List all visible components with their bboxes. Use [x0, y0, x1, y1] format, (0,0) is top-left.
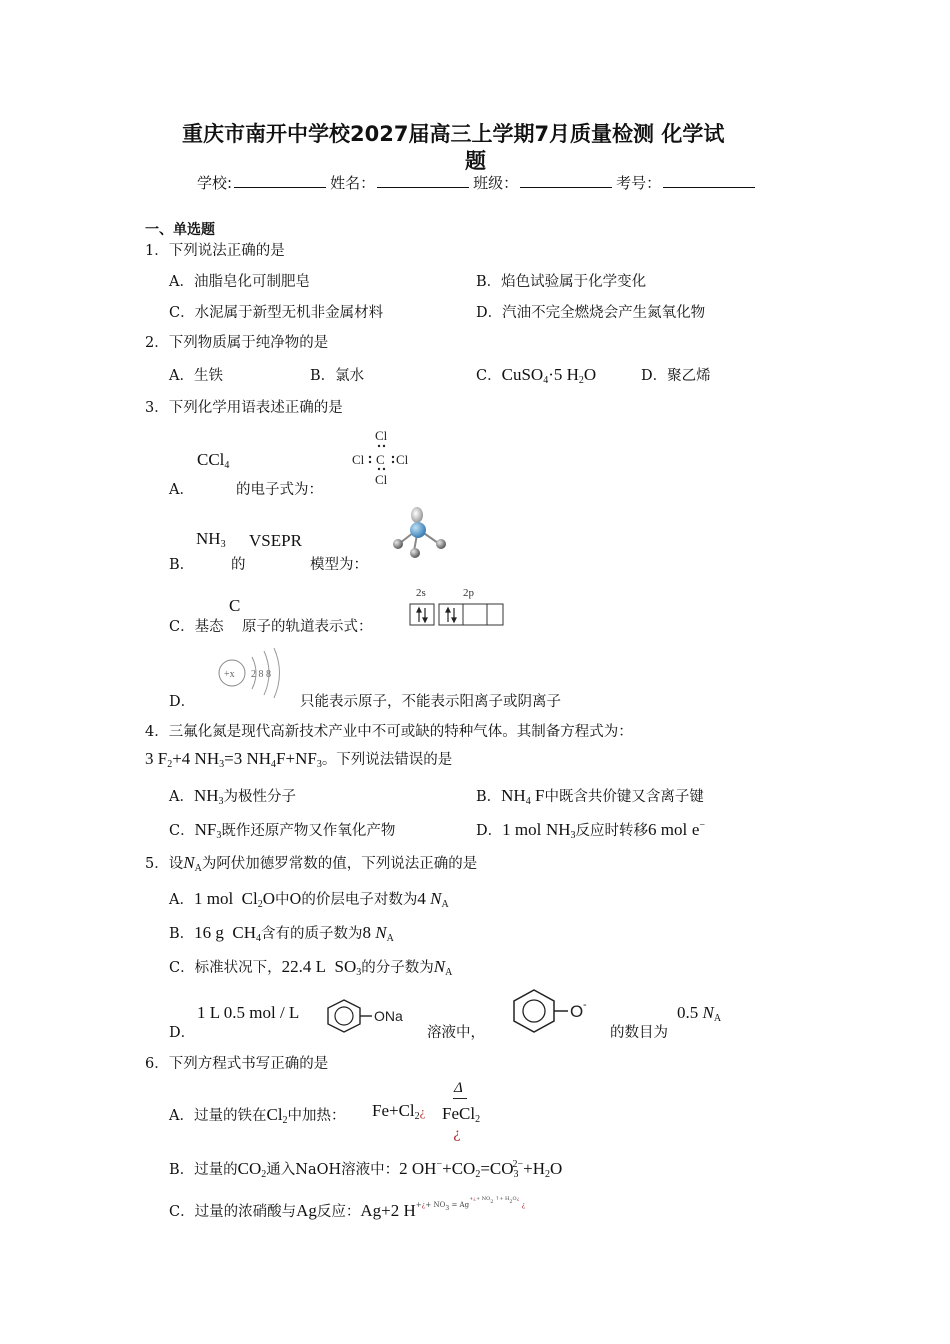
- q5-option-a: A．1 mol $Cl_2O$中O的价层电子对数为4 $N_A$: [169, 889, 449, 910]
- q5-d-label: D．: [169, 1025, 196, 1041]
- atomic-structure-diagram: [208, 645, 294, 701]
- q2-c-formula: CuSO$_4$·5 $H_2O$: [501, 365, 597, 386]
- svg-text:C: C: [376, 452, 385, 467]
- q4-stem: 4．三氟化氮是现代高新技术产业中不可或缺的特种气体。其制备方程式为：: [145, 724, 633, 740]
- q1-option-c: C．水泥属于新型无机非金属材料: [169, 305, 384, 321]
- q2-stem: 2．下列物质属于纯净物的是: [145, 335, 329, 351]
- q4-option-a: A．$NH_3$为极性分子: [169, 786, 297, 807]
- q3-b-formula: $NH_3$: [196, 529, 226, 550]
- page-title-continued: 题: [465, 149, 486, 173]
- q6-option-b: B．过量的$CO_2$通入NaOH溶液中：2 $OH^-+CO_2=CO_3^{2-}+H_2O$: [169, 1159, 563, 1180]
- nh3-vsepr-model: [386, 505, 452, 561]
- q5-d-text2: 的数目为: [610, 1025, 668, 1041]
- heat-delta-symbol: Δ: [454, 1080, 463, 1096]
- q2-option-b: B．氯水: [310, 368, 365, 384]
- q3-c-label: C．基态: [169, 619, 224, 635]
- garbled-symbol: ¿: [453, 1126, 461, 1142]
- heat-arrow-line: [453, 1098, 467, 1099]
- q6-option-c: C．过量的浓硝酸与Ag反应：Ag+2 $H^{+¿+ NO_3 = Ag^{+¿+ NO_2 ↑+ H_2O¿} ¿}$: [169, 1196, 526, 1220]
- svg-text:+x: +x: [224, 669, 235, 680]
- q4-equation-tail: 。下列说法错误的是: [321, 752, 453, 768]
- q3-a-text: 的电子式为：: [236, 482, 323, 498]
- svg-text:O: O: [570, 1002, 584, 1021]
- q3-a-label: A．: [169, 482, 194, 498]
- q2-option-a: A．生铁: [169, 368, 223, 384]
- q6-a-reactants: $Fe+Cl_2¿$: [372, 1101, 426, 1122]
- class-field[interactable]: [520, 173, 612, 188]
- number-label: 考号：: [616, 174, 662, 192]
- svg-text:-: -: [583, 999, 587, 1011]
- q2-option-d: D．聚乙烯: [641, 368, 711, 384]
- svg-text:Cl: Cl: [352, 452, 365, 467]
- q4-option-b: B．$NH_4$ F中既含共价键又含离子键: [476, 786, 704, 807]
- q3-stem: 3．下列化学用语表述正确的是: [145, 400, 343, 416]
- svg-text:2s: 2s: [416, 587, 426, 599]
- q6-a-product: FeCl$_2$: [442, 1104, 481, 1125]
- svg-text:Cl: Cl: [375, 472, 388, 487]
- q5-stem: 5．设$N_A$为阿伏加德罗常数的值，下列说法正确的是: [145, 853, 478, 874]
- name-label: 姓名：: [330, 174, 376, 192]
- q1-option-b: B．焰色试验属于化学变化: [476, 274, 647, 290]
- q5-d-text1: 溶液中，: [427, 1025, 485, 1041]
- q1-stem: 1．下列说法正确的是: [145, 243, 285, 259]
- q5-option-b: B．16 g $CH_4$含有的质子数为8 $N_A$: [169, 923, 394, 944]
- q3-d-label: D．: [169, 694, 196, 710]
- q2-option-c: [476, 364, 596, 386]
- svg-text:2 8 8: 2 8 8: [251, 669, 271, 680]
- q6-stem: 6．下列方程式书写正确的是: [145, 1056, 329, 1072]
- q3-c-atom: C: [229, 596, 241, 615]
- q4-option-d: D．1 mol $NH_3$反应时转移6 mol e−: [476, 820, 706, 841]
- sodium-phenoxide-structure: [320, 996, 412, 1036]
- q1-option-a: A．油脂皂化可制肥皂: [169, 274, 310, 290]
- q3-b-vsepr: VSEPR: [249, 531, 302, 550]
- student-info-line: [197, 172, 759, 193]
- svg-text:Cl: Cl: [396, 452, 409, 467]
- ccl4-electron-dot-diagram: [348, 426, 418, 490]
- q3-b-de: 的: [231, 557, 246, 573]
- q3-d-text: 只能表示原子，不能表示阳离子或阴离子: [300, 694, 561, 710]
- class-label: 班级：: [473, 174, 519, 192]
- name-field[interactable]: [377, 173, 469, 188]
- q5-d-value: 0.5 $N_A$: [677, 1003, 722, 1024]
- page-title: 重庆市南开中学校2027届高三上学期7月质量检测 化学试: [182, 122, 725, 146]
- q1-option-d: D．汽油不完全燃烧会产生氮氧化物: [476, 305, 706, 321]
- phenoxide-ion-structure: [506, 986, 598, 1034]
- q3-a-formula: CCl$_4$: [197, 450, 230, 471]
- svg-text:ONa: ONa: [374, 1008, 403, 1024]
- carbon-orbital-diagram: [406, 584, 508, 628]
- school-label: 学校:: [197, 174, 233, 192]
- q3-c-text: 原子的轨道表示式：: [242, 619, 373, 635]
- q2-c-label: C．: [476, 368, 502, 384]
- section-heading: 一、单选题: [145, 222, 215, 238]
- q3-b-text: 模型为：: [310, 557, 368, 573]
- q5-option-c: C．标准状况下，22.4 L $SO_3$的分子数为$N_A$: [169, 957, 453, 978]
- number-field[interactable]: [663, 173, 755, 188]
- q4-equation: [145, 748, 452, 770]
- q3-b-label: B．: [169, 557, 195, 573]
- q5-d-amount: 1 L 0.5 mol / L: [197, 1003, 300, 1022]
- nf3-preparation-equation: 3 $F_2+4$ $NH_3=3$ $NH_4F+NF_3$: [145, 749, 322, 770]
- school-field[interactable]: [234, 173, 326, 188]
- q4-option-c: C．$NF_3$既作还原产物又作氧化产物: [169, 820, 396, 841]
- q6-option-a: A．过量的铁在$Cl_2$中加热：: [169, 1105, 346, 1126]
- svg-text:Cl: Cl: [375, 428, 388, 443]
- svg-text:2p: 2p: [463, 587, 474, 599]
